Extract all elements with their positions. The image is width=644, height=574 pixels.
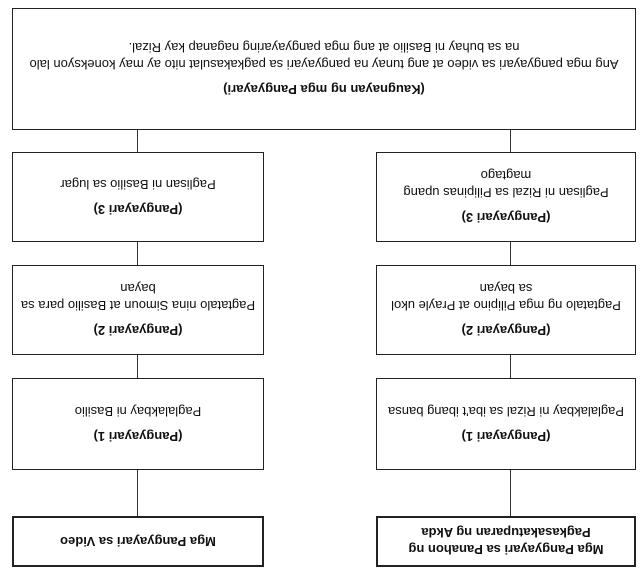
- right-column-header-text: Mga Pangyayari sa Video: [60, 534, 216, 549]
- left-connector-2: [510, 355, 511, 378]
- left-event-2-title: (Pangyayari 2): [461, 323, 551, 339]
- right-event-2-box: [12, 265, 264, 355]
- right-event-3-box: [12, 152, 264, 242]
- right-event-1-title: (Pangyayari 1): [93, 429, 183, 444]
- right-to-summary-connector: [137, 130, 138, 152]
- left-event-3-body: Paglisan ni Rizal sa Pilipinas upang magtago: [403, 168, 609, 201]
- left-event-3-title: (Pangyayari 3): [461, 210, 551, 226]
- right-event-2-title: (Pangyayari 2): [93, 323, 183, 339]
- relation-summary-body: Ang mga pangyayari sa video at ang tunay na pangyayari sa pagkakasulat nito ay may koneksyon lalo na sa buhay ni Basilio at ang mga pangyayaring naganap kay Rizal.: [29, 40, 619, 73]
- right-event-2-body: Pagtatalo nina Simoun at Basilio para sa bayan: [20, 281, 256, 314]
- left-event-1-body: Paglalakbay ni Rizal sa iba't ibang bansa: [388, 404, 624, 419]
- left-column-header-text: Mga Pangyayari sa Panahon ng Pagkasakatuparan ng Akda: [408, 525, 604, 558]
- left-connector-3: [510, 242, 511, 265]
- right-event-1-box: [12, 378, 264, 470]
- left-event-1-box: [376, 378, 636, 470]
- right-event-3-title: (Pangyayari 3): [93, 202, 183, 217]
- left-event-2-body: Pagtatalo ng mga Pilipino at Prayle ukol sa bayan: [391, 281, 621, 314]
- left-event-2-box: [376, 265, 636, 355]
- right-connector-3: [137, 242, 138, 265]
- left-event-1-title: (Pangyayari 1): [461, 429, 551, 444]
- left-to-summary-connector: [510, 130, 511, 152]
- right-column-header: [12, 516, 264, 567]
- right-connector-1: [137, 470, 138, 516]
- right-event-1-body: Paglalakbay ni Basilio: [74, 404, 202, 419]
- left-column-header: [376, 516, 636, 567]
- relation-summary-title: (Kaugnayan ng mga Pangyayari): [223, 82, 425, 98]
- left-event-3-box: [376, 152, 636, 242]
- relation-summary-box: [12, 8, 636, 130]
- right-event-3-body: Paglisan ni Basilio sa lugar: [60, 177, 216, 192]
- right-connector-2: [137, 355, 138, 378]
- left-connector-1: [510, 470, 511, 516]
